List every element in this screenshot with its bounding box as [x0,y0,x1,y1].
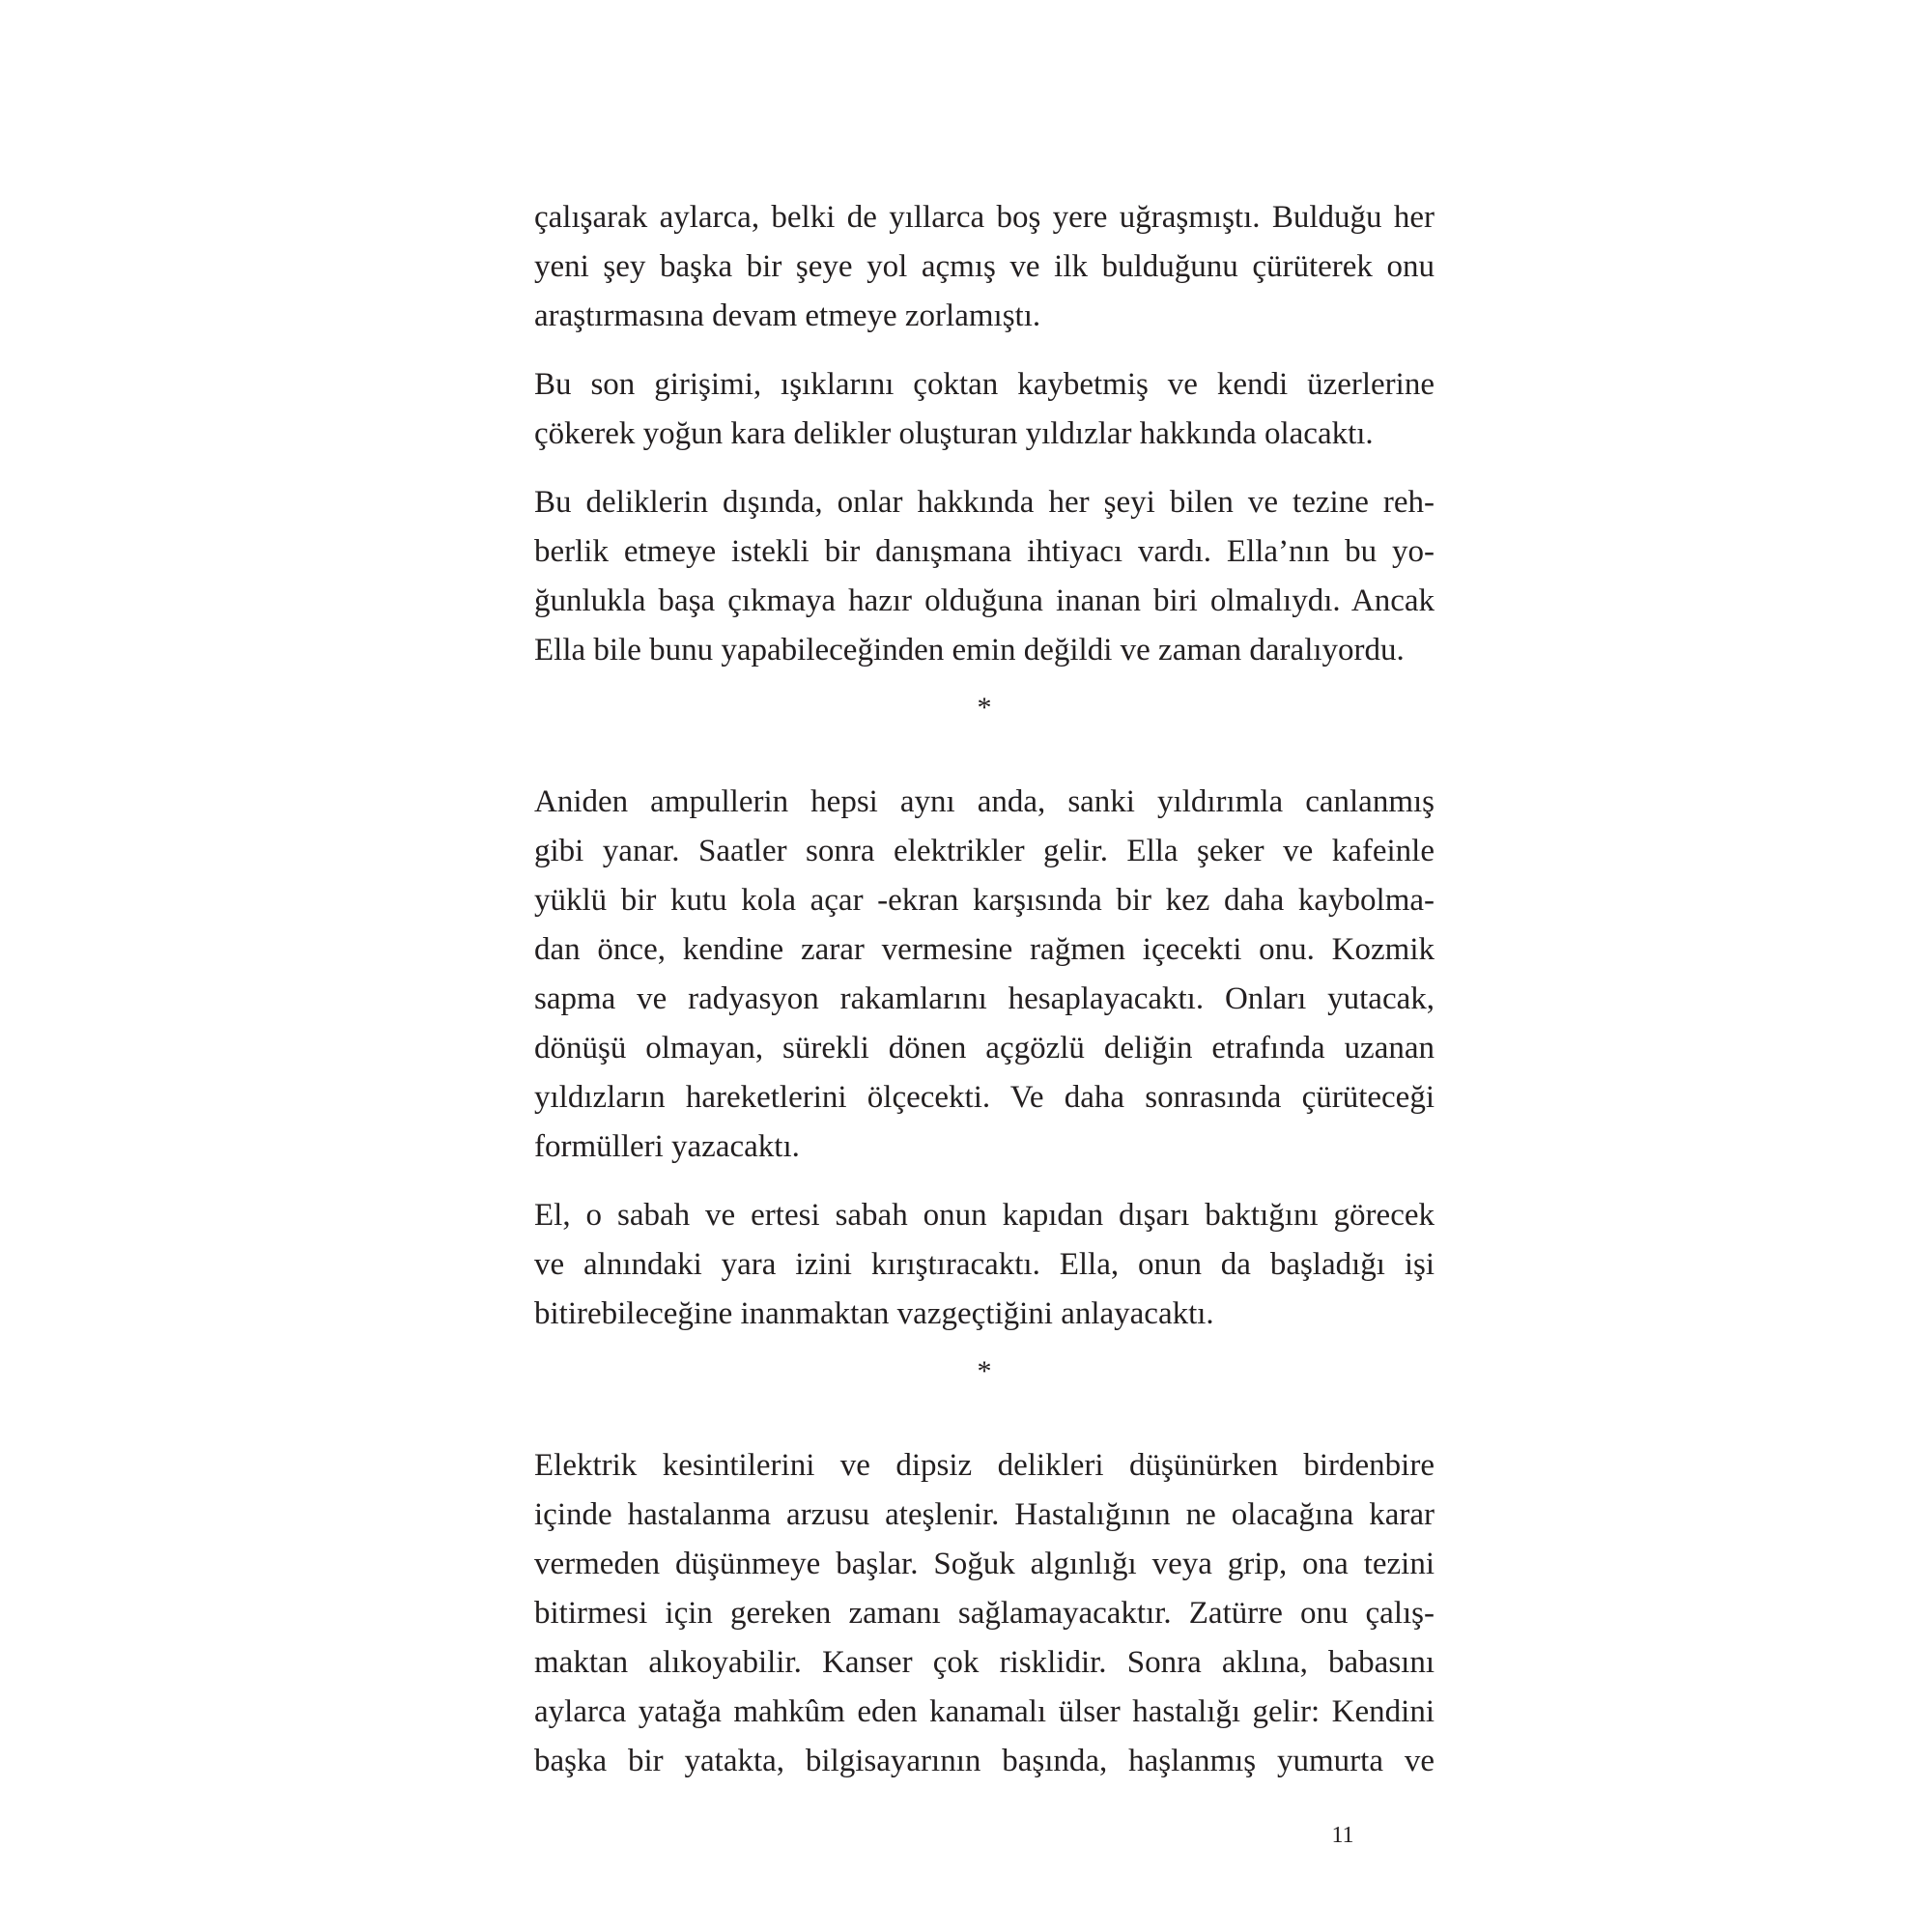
text-line: içinde hastalanma arzusu ateşlenir. Hastalığının ne olacağına karar [534,1497,1435,1532]
text-line: yüklü bir kutu kola açar -ekran karşısında bir kez daha kaybolma- [534,883,1435,918]
text-line: yıldızların hareketlerini ölçecekti. Ve daha sonrasında çürüteceği [534,1080,1435,1115]
page-number: 11 [1331,1823,1354,1848]
text-line: çökerek yoğun kara delikler oluşturan yıldızlar hakkında olacaktı. [534,416,1374,451]
text-line: El, o sabah ve ertesi sabah onun kapıdan dışarı baktığını görecek [534,1198,1435,1233]
text-line: Bu son girişimi, ışıklarını çoktan kaybetmiş ve kendi üzerlerine [534,367,1435,402]
text-line: gibi yanar. Saatler sonra elektrikler gelir. Ella şeker ve kafeinle [534,834,1435,868]
text-line: ğunlukla başa çıkmaya hazır olduğuna inanan biri olmalıydı. Ancak [534,583,1435,618]
paragraph-4 [534,778,1435,1172]
text-line: yeni şey başka bir şeye yol açmış ve ilk bulduğunu çürüterek onu [534,249,1435,284]
section-separator: * [977,692,992,724]
paragraph-6 [534,1441,1435,1786]
paragraph-5 [534,1191,1435,1339]
text-line: bitirmesi için gereken zamanı sağlamayacaktır. Zatürre onu çalış- [534,1596,1435,1631]
text-line: araştırmasına devam etmeye zorlamıştı. [534,298,1041,333]
body-text [534,193,1435,1786]
paragraph-2 [534,360,1435,459]
text-line: formülleri yazacaktı. [534,1129,800,1164]
text-line: berlik etmeye istekli bir danışmana ihtiyacı vardı. Ella’nın bu yo- [534,534,1435,569]
paragraph-3 [534,478,1435,675]
text-line: dan önce, kendine zarar vermesine rağmen içecekti onu. Kozmik [534,932,1435,967]
text-line: Aniden ampullerin hepsi aynı anda, sanki yıldırımla canlanmış [534,784,1435,819]
text-line: maktan alıkoyabilir. Kanser çok risklidir. Sonra aklına, babasını [534,1645,1435,1680]
text-line: dönüşü olmayan, sürekli dönen açgözlü deliğin etrafında uzanan [534,1031,1435,1065]
text-line: Elektrik kesintilerini ve dipsiz delikleri düşünürken birdenbire [534,1448,1435,1483]
text-line: ve alnındaki yara izini kırıştıracaktı. Ella, onun da başladığı işi [534,1247,1435,1282]
text-line: çalışarak aylarca, belki de yıllarca boş yere uğraşmıştı. Bulduğu her [534,200,1435,235]
text-line: Ella bile bunu yapabileceğinden emin değildi ve zaman daralıyordu. [534,633,1405,668]
section-separator: * [977,1355,992,1387]
text-line: Bu deliklerin dışında, onlar hakkında her şeyi bilen ve tezine reh- [534,485,1435,520]
paragraph-1 [534,193,1435,341]
text-line: aylarca yatağa mahkûm eden kanamalı ülser hastalığı gelir: Kendini [534,1694,1435,1729]
text-line: sapma ve radyasyon rakamlarını hesaplayacaktı. Onları yutacak, [534,981,1435,1016]
text-line: başka bir yatakta, bilgisayarının başında, haşlanmış yumurta ve [534,1744,1435,1778]
text-line: bitirebileceğine inanmaktan vazgeçtiğini anlayacaktı. [534,1296,1214,1331]
text-line: vermeden düşünmeye başlar. Soğuk algınlığı veya grip, ona tezini [534,1547,1435,1581]
